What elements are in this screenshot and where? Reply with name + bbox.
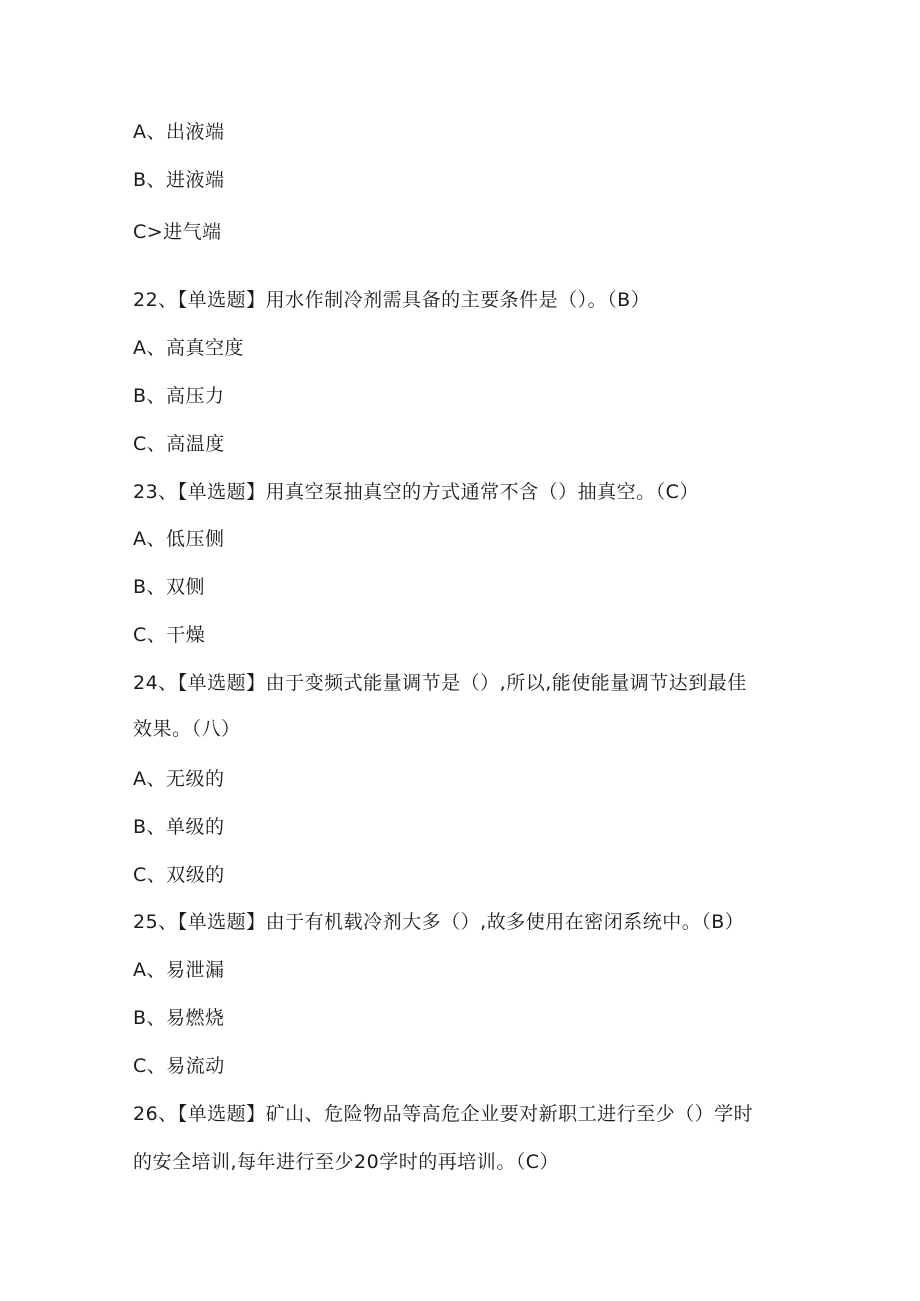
q22-option-b: B、高压力 [133, 385, 225, 407]
q24-option-b: B、单级的 [133, 816, 225, 838]
q21-option-b: B、进液端 [133, 169, 225, 191]
q25-option-a: A、易泄漏 [133, 959, 225, 981]
q25-question: 25、【单选题】由于有机载冷剂大多（）,故多使用在密闭系统中。（B） [133, 911, 745, 933]
q23-option-c: C、干燥 [133, 624, 206, 646]
q24-question-cont: 效果。（八） [133, 718, 241, 740]
q22-option-c: C、高温度 [133, 433, 225, 455]
q26-question-cont: 的安全培训,每年进行至少20学时的再培训。（C） [133, 1151, 559, 1173]
q23-question: 23、【单选题】用真空泵抽真空的方式通常不含（）抽真空。（C） [133, 481, 699, 503]
q24-option-a: A、无级的 [133, 768, 225, 790]
q21-option-c: C>进气端 [133, 221, 222, 243]
q26-question: 26、【单选题】矿山、危险物品等高危企业要对新职工进行至少（）学时 [133, 1103, 754, 1125]
q23-option-a: A、低压侧 [133, 528, 225, 550]
q22-question: 22、【单选题】用水作制冷剂需具备的主要条件是（）。（B） [133, 289, 651, 311]
q24-option-c: C、双级的 [133, 864, 225, 886]
q25-option-c: C、易流动 [133, 1055, 225, 1077]
q25-option-b: B、易燃烧 [133, 1007, 225, 1029]
q22-option-a: A、高真空度 [133, 337, 244, 359]
q21-option-a: A、出液端 [133, 121, 225, 143]
q24-question: 24、【单选题】由于变频式能量调节是（）,所以,能使能量调节达到最佳 [133, 672, 747, 694]
q23-option-b: B、双侧 [133, 576, 206, 598]
